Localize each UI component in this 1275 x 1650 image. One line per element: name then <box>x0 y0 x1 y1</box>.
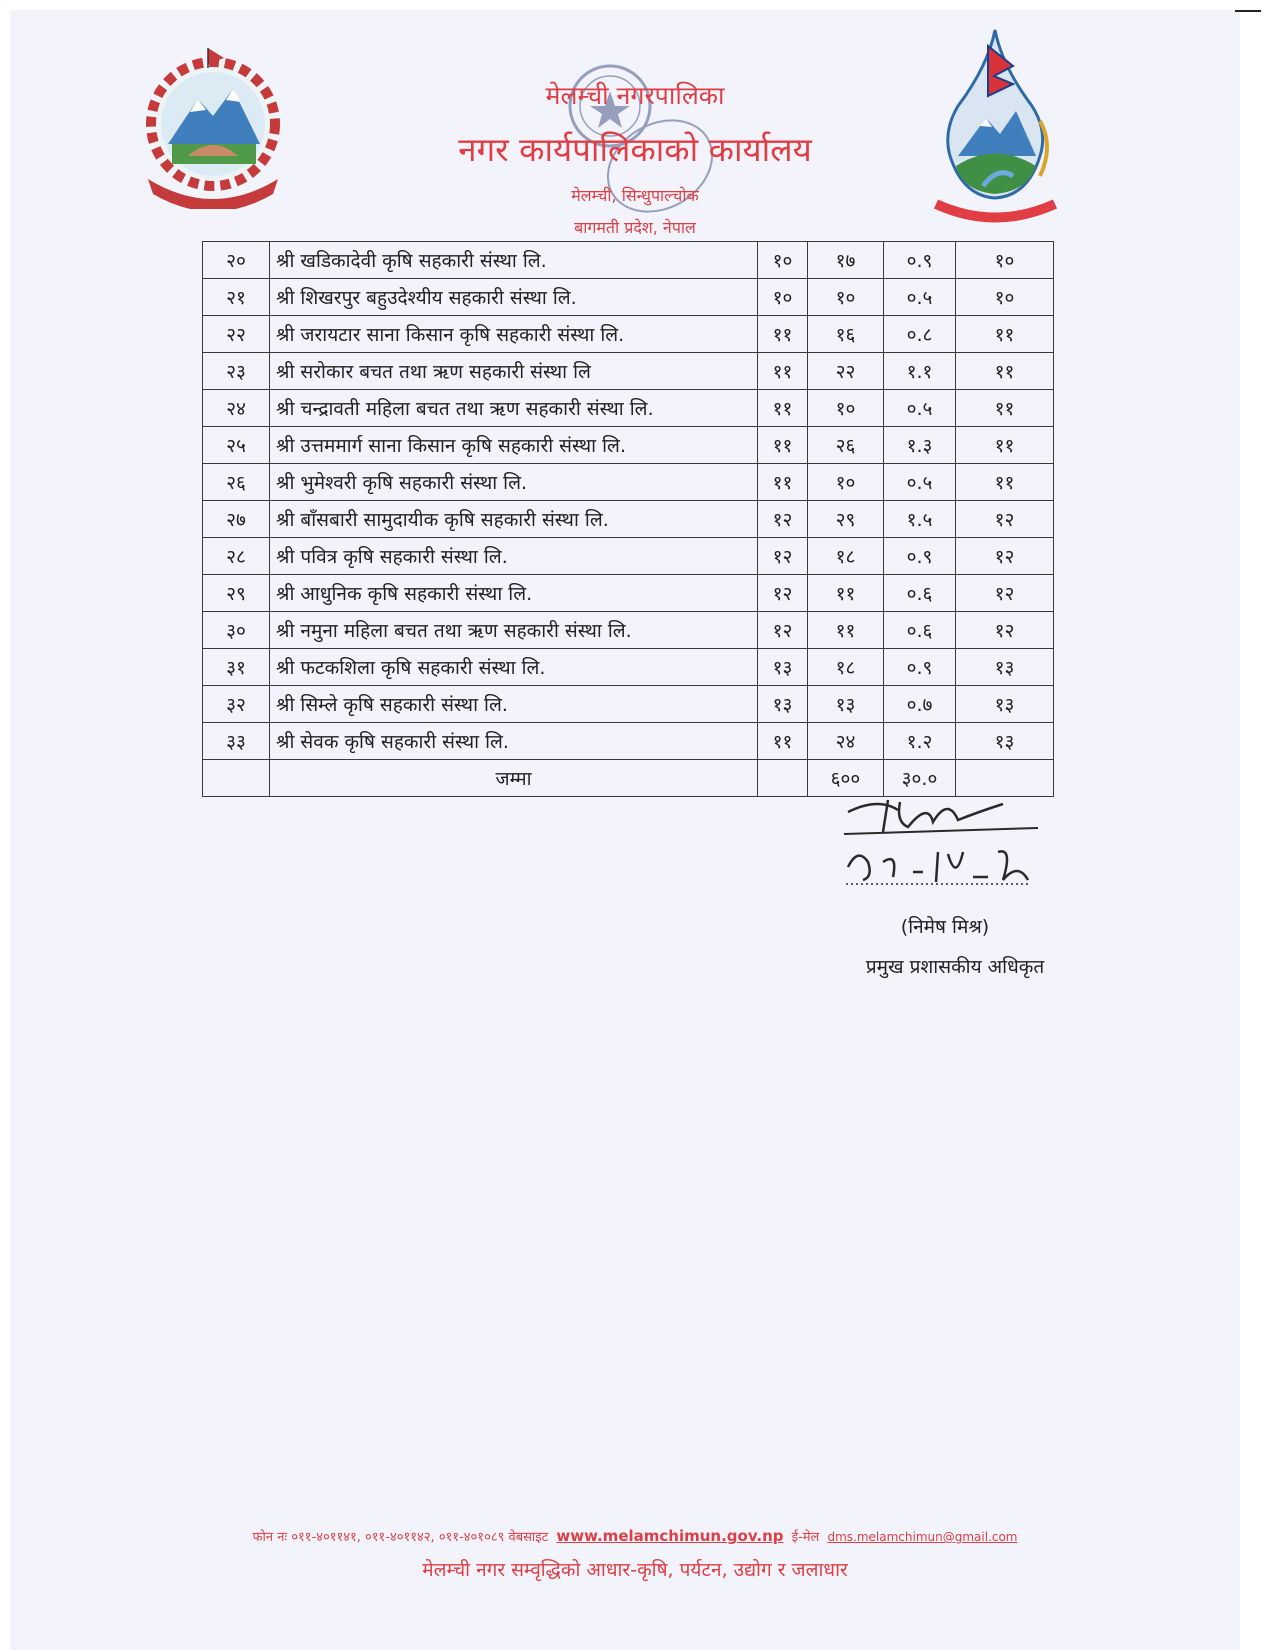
row-name: श्री शिखरपुर बहुउदेश्यीय सहकारी संस्था लि. <box>270 279 758 316</box>
row-col4: १० <box>956 279 1054 316</box>
row-serial: ३१ <box>203 649 270 686</box>
row-col4: ११ <box>956 316 1054 353</box>
row-col2: १८ <box>808 538 884 575</box>
total-empty-cell <box>203 760 270 797</box>
row-col4: ११ <box>956 464 1054 501</box>
table-row <box>203 242 1054 279</box>
row-col3: ०.६ <box>884 612 956 649</box>
row-col2: २६ <box>808 427 884 464</box>
row-col2: १३ <box>808 686 884 723</box>
total-label: जम्मा <box>270 760 758 797</box>
row-col2: ११ <box>808 575 884 612</box>
nepal-government-emblem <box>128 44 298 209</box>
row-col2: १७ <box>808 242 884 279</box>
row-col1: १२ <box>758 501 808 538</box>
table-row <box>203 501 1054 538</box>
row-col3: ०.५ <box>884 390 956 427</box>
row-serial: २३ <box>203 353 270 390</box>
row-col1: ११ <box>758 464 808 501</box>
row-col1: ११ <box>758 316 808 353</box>
row-serial: २७ <box>203 501 270 538</box>
signatory-title: प्रमुख प्रशासकीय अधिकृत <box>865 956 1045 978</box>
row-col3: ०.६ <box>884 575 956 612</box>
table-row <box>203 279 1054 316</box>
row-name: श्री उत्तममार्ग साना किसान कृषि सहकारी संस्था लि. <box>270 427 758 464</box>
row-serial: २६ <box>203 464 270 501</box>
table-row <box>203 464 1054 501</box>
row-col4: ११ <box>956 390 1054 427</box>
row-col3: ०.७ <box>884 686 956 723</box>
row-col3: १.५ <box>884 501 956 538</box>
total-empty-cell <box>956 760 1054 797</box>
row-col3: ०.५ <box>884 464 956 501</box>
row-col2: २२ <box>808 353 884 390</box>
table-row <box>203 575 1054 612</box>
row-col4: १२ <box>956 612 1054 649</box>
row-col4: १३ <box>956 649 1054 686</box>
row-serial: २५ <box>203 427 270 464</box>
row-col2: २९ <box>808 501 884 538</box>
handwritten-signature <box>838 792 1068 902</box>
office-name: नगर कार्यपालिकाको कार्यालय <box>458 130 812 169</box>
cooperatives-table <box>202 241 1054 797</box>
row-name: श्री आधुनिक कृषि सहकारी संस्था लि. <box>270 575 758 612</box>
row-serial: २८ <box>203 538 270 575</box>
row-serial: २९ <box>203 575 270 612</box>
province-country: बागमती प्रदेश, नेपाल <box>574 218 696 237</box>
table-row <box>203 316 1054 353</box>
row-col4: १२ <box>956 575 1054 612</box>
row-name: श्री भुमेश्वरी कृषि सहकारी संस्था लि. <box>270 464 758 501</box>
footer-slogan: मेलम्ची नगर सम्वृद्धिको आधार-कृषि, पर्यटन, उद्योग र जलाधार <box>422 1559 848 1581</box>
footer-email-label: ई-मेल <box>791 1530 820 1545</box>
row-name: श्री जरायटार साना किसान कृषि सहकारी संस्था लि. <box>270 316 758 353</box>
row-col3: ०.८ <box>884 316 956 353</box>
row-col1: १२ <box>758 612 808 649</box>
row-col1: १२ <box>758 538 808 575</box>
table-body <box>203 242 1054 760</box>
row-col4: १३ <box>956 686 1054 723</box>
row-col4: १० <box>956 242 1054 279</box>
row-col1: ११ <box>758 723 808 760</box>
row-col2: ११ <box>808 612 884 649</box>
row-col3: ०.९ <box>884 242 956 279</box>
table-row <box>203 612 1054 649</box>
row-name: श्री सिम्ले कृषि सहकारी संस्था लि. <box>270 686 758 723</box>
table-row <box>203 649 1054 686</box>
signatory-name: (निमेष मिश्र) <box>900 916 990 938</box>
row-name: श्री फटकशिला कृषि सहकारी संस्था लि. <box>270 649 758 686</box>
row-col2: १८ <box>808 649 884 686</box>
row-col1: ११ <box>758 390 808 427</box>
row-col3: १.२ <box>884 723 956 760</box>
table-row <box>203 538 1054 575</box>
scan-edge-mark <box>1235 10 1261 12</box>
footer-website-link[interactable]: www.melamchimun.gov.np <box>556 1527 784 1545</box>
row-name: श्री पवित्र कृषि सहकारी संस्था लि. <box>270 538 758 575</box>
row-name: श्री चन्द्रावती महिला बचत तथा ऋण सहकारी संस्था लि. <box>270 390 758 427</box>
row-serial: ३२ <box>203 686 270 723</box>
table-row <box>203 353 1054 390</box>
total-col3: ६०० <box>808 760 884 797</box>
row-col1: १३ <box>758 649 808 686</box>
table-row <box>203 686 1054 723</box>
row-col2: १६ <box>808 316 884 353</box>
total-col4: ३०.० <box>884 760 956 797</box>
table-row <box>203 390 1054 427</box>
total-empty-cell <box>758 760 808 797</box>
row-serial: २१ <box>203 279 270 316</box>
row-serial: २४ <box>203 390 270 427</box>
row-col4: १२ <box>956 538 1054 575</box>
row-col1: ११ <box>758 427 808 464</box>
table-row <box>203 427 1054 464</box>
row-col4: १३ <box>956 723 1054 760</box>
row-serial: २० <box>203 242 270 279</box>
row-col1: ११ <box>758 353 808 390</box>
row-col4: १२ <box>956 501 1054 538</box>
row-name: श्री नमुना महिला बचत तथा ऋण सहकारी संस्था लि. <box>270 612 758 649</box>
row-serial: २२ <box>203 316 270 353</box>
table-row <box>203 723 1054 760</box>
row-serial: ३० <box>203 612 270 649</box>
row-col4: ११ <box>956 353 1054 390</box>
total-row <box>203 760 1054 797</box>
row-col3: ०.९ <box>884 649 956 686</box>
row-col1: १२ <box>758 575 808 612</box>
footer-phone: फोन नः ०११-४०११४१, ०११-४०११४२, ०११-४०१०८९ वेबसाइट <box>252 1530 549 1545</box>
footer-contact <box>140 1527 1130 1545</box>
row-name: श्री सरोकार बचत तथा ऋण सहकारी संस्था लि <box>270 353 758 390</box>
row-col1: १३ <box>758 686 808 723</box>
row-serial: ३३ <box>203 723 270 760</box>
row-col3: ०.९ <box>884 538 956 575</box>
row-col2: १० <box>808 464 884 501</box>
row-col3: १.१ <box>884 353 956 390</box>
row-col3: ०.५ <box>884 279 956 316</box>
row-col2: २४ <box>808 723 884 760</box>
row-col1: १० <box>758 242 808 279</box>
row-col4: ११ <box>956 427 1054 464</box>
row-name: श्री सेवक कृषि सहकारी संस्था लि. <box>270 723 758 760</box>
row-name: श्री बाँसबारी सामुदायीक कृषि सहकारी संस्था लि. <box>270 501 758 538</box>
row-col2: १० <box>808 390 884 427</box>
office-location: मेलम्ची, सिन्धुपाल्चोक <box>571 186 699 205</box>
row-name: श्री खडिकादेवी कृषि सहकारी संस्था लि. <box>270 242 758 279</box>
municipality-name: मेलम्ची नगरपालिका <box>545 81 725 110</box>
row-col1: १० <box>758 279 808 316</box>
row-col2: १० <box>808 279 884 316</box>
footer-email-link[interactable]: dms.melamchimun@gmail.com <box>827 1530 1018 1544</box>
row-col3: १.३ <box>884 427 956 464</box>
melamchi-municipality-logo <box>928 26 1063 226</box>
